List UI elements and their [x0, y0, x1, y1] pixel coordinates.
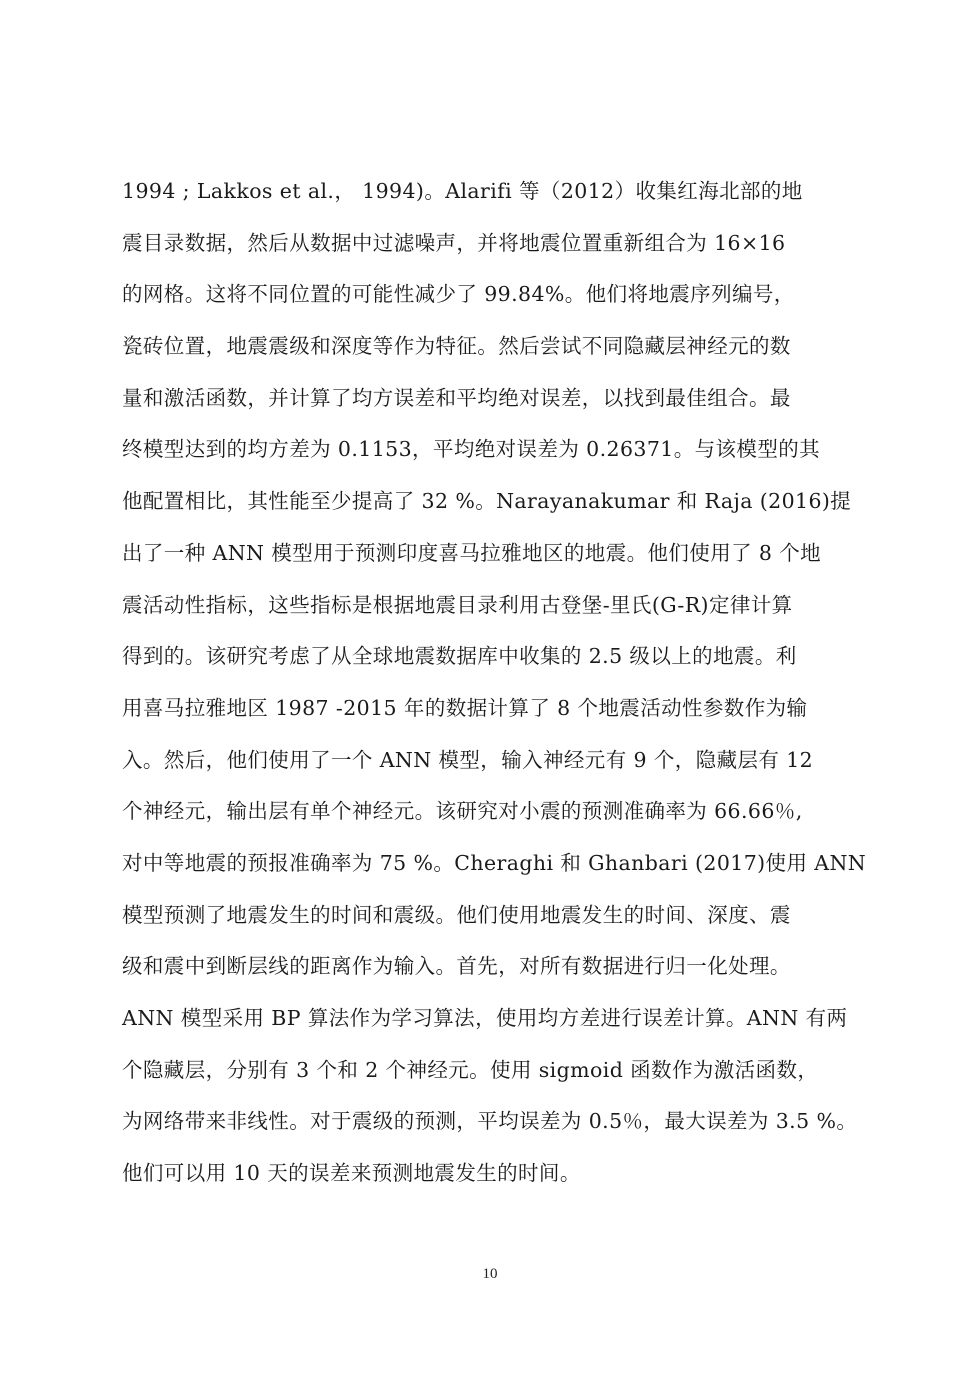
body-paragraph — [122, 170, 867, 1204]
text-line: 震活动性指标，这些指标是根据地震目录利用古登堡-里氏(G-R)定律计算 — [122, 592, 793, 617]
text-line: 他配置相比，其性能至少提高了 32 %。Narayanakumar 和 Raja (2016)提 — [122, 489, 852, 514]
text-line: 级和震中到断层线的距离作为输入。首先，对所有数据进行归一化处理。 — [122, 954, 791, 979]
text-line: 瓷砖位置，地震震级和深度等作为特征。然后尝试不同隐藏层神经元的数 — [122, 334, 791, 359]
text-line: 为网络带来非线性。对于震级的预测，平均误差为 0.5％，最大误差为 3.5 %。 — [122, 1109, 858, 1134]
text-line: 模型预测了地震发生的时间和震级。他们使用地震发生的时间、深度、震 — [122, 902, 791, 927]
text-line: 个隐藏层，分别有 3 个和 2 个神经元。使用 sigmoid 函数作为激活函数， — [122, 1057, 819, 1082]
text-line: 1994 ; Lakkos et al.， 1994)。Alarifi 等（2012）收集红海北部的地 — [122, 179, 803, 203]
text-line: 量和激活函数，并计算了均方误差和平均绝对误差，以找到最佳组合。最 — [122, 385, 791, 410]
text-line: 对中等地震的预报准确率为 75 %。Cheraghi 和 Ghanbari (2017)使用 ANN — [122, 850, 867, 875]
text-line: 用喜马拉雅地区 1987 -2015 年的数据计算了 8 个地震活动性参数作为输 — [122, 695, 808, 720]
text-line: 他们可以用 10 天的误差来预测地震发生的时间。 — [122, 1161, 581, 1186]
text-line: 得到的。该研究考虑了从全球地震数据库中收集的 2.5 级以上的地震。利 — [122, 644, 797, 669]
text-line: ANN 模型采用 BP 算法作为学习算法，使用均方差进行误差计算。ANN 有两 — [122, 1006, 848, 1030]
text-line: 终模型达到的均方差为 0.1153，平均绝对误差为 0.26371。与该模型的其 — [122, 437, 821, 462]
text-line: 的网格。这将不同位置的可能性减少了 99.84%。他们将地震序列编号， — [122, 282, 795, 307]
page-number: 10 — [482, 1266, 498, 1282]
text-line: 个神经元，输出层有单个神经元。该研究对小震的预测准确率为 66.66％, — [122, 799, 803, 824]
text-line: 出了一种 ANN 模型用于预测印度喜马拉雅地区的地震。他们使用了 8 个地 — [122, 540, 822, 565]
text-line: 震目录数据，然后从数据中过滤噪声，并将地震位置重新组合为 16×16 — [122, 230, 786, 255]
text-line: 入。然后，他们使用了一个 ANN 模型，输入神经元有 9 个，隐藏层有 12 — [122, 747, 814, 772]
